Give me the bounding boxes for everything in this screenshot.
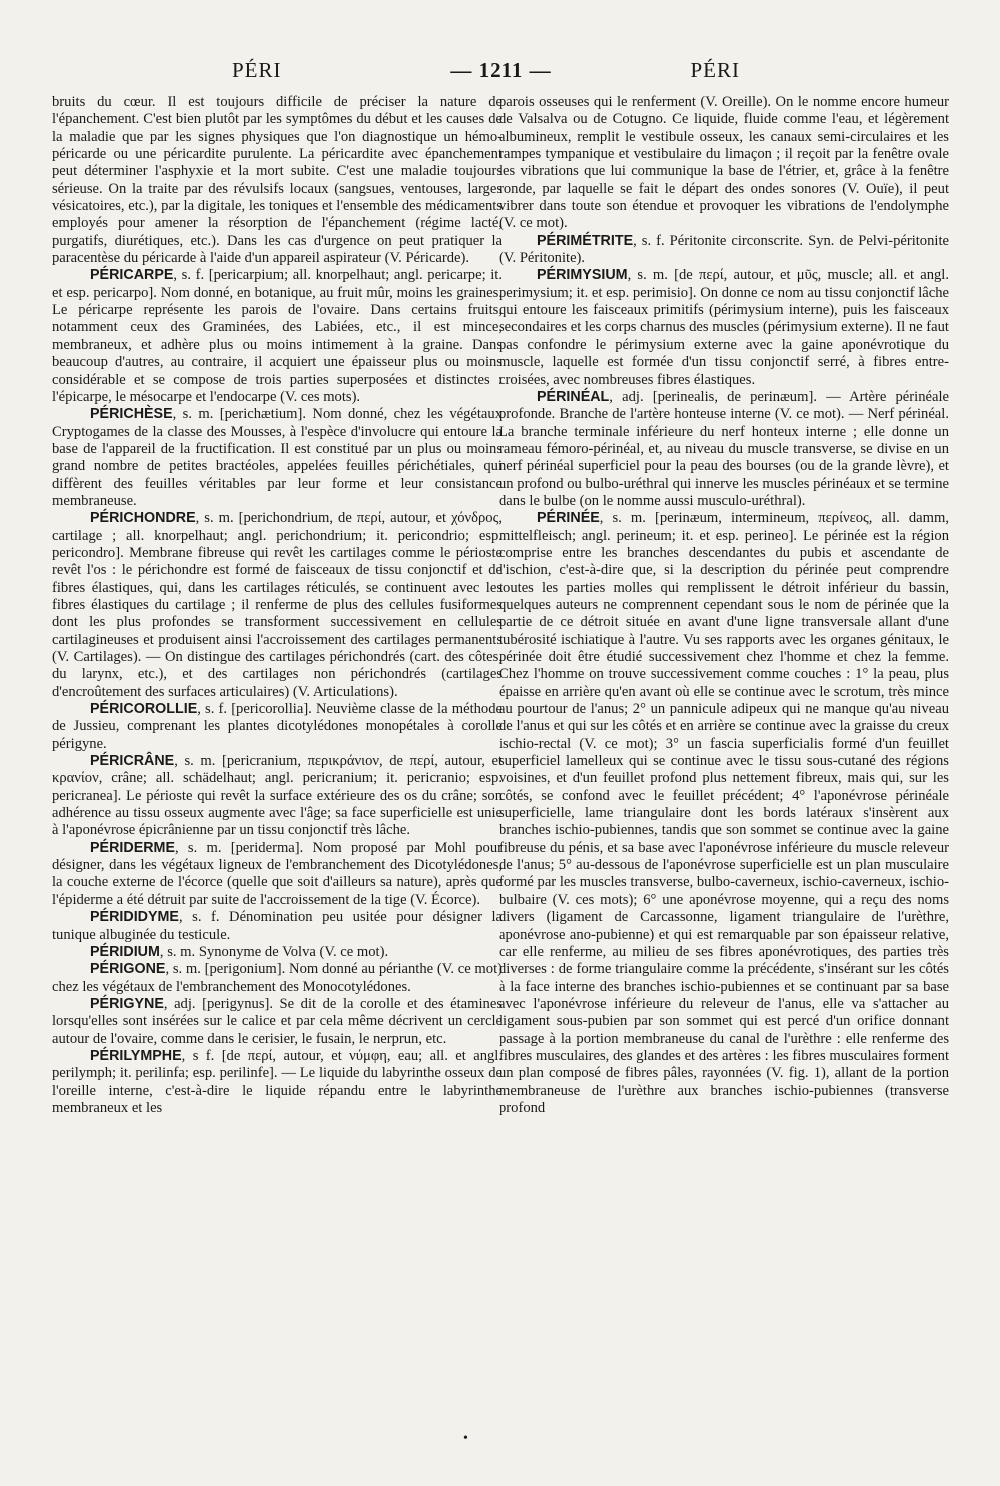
dictionary-entry (52, 510, 502, 701)
dictionary-entry (52, 753, 502, 840)
entry-headword: PÉRICARPE (90, 267, 174, 284)
entry-text: , s. m. [perigonium]. Nom donné au périanthe (V. ce mot) chez les végétaux de l'embranchement des Monocotylédones. (52, 961, 502, 995)
dictionary-entry (499, 267, 949, 388)
header-right-word: PÉRI (690, 58, 740, 82)
entry-text: , s. f. [pericorollia]. Neuvième classe de la méthode de Jussieu, comprenant les plantes dicotylédones monopétales à corolle périgyne. (52, 701, 502, 752)
dictionary-entry (52, 944, 502, 961)
entry-text: , s. m. [de περί, autour, et μῦς, muscle; all. et angl. perimysium; it. et esp. perimisio]. On donne ce nom au tissu conjonctif lâche qui entoure les faisceaux primitifs (périmysium interne), puis les faisceaux secondaires et les corps charnus des muscles (périmysium externe). Il ne faut pas confondre le périmysium externe avec la gaine aponévrotique du muscle, laquelle est formée d'un tissu conjonctif serré, à fibres entre-croisées, avec nombreuses fibres élastiques. (499, 267, 949, 388)
entry-text: , s. m. [perichætium]. Nom donné, chez les végétaux Cryptogames de la classe des Mousses, à l'espèce d'involucre qui entoure la base de l'appareil de la fructification. Il est constitué par un plus ou moins grand nombre de petites bractéoles, appelées feuilles périchétiales, qui diffèrent des feuilles véritables par leur forme et leur consistance membraneuse. (52, 406, 502, 509)
entry-text: , adj. [perigynus]. Se dit de la corolle et des étamines lorsqu'elles sont insérées sur le calice et par cela même décrivent un cercle autour de l'ovaire, comme dans le cerisier, le fusain, le nerprun, etc. (52, 995, 502, 1047)
dictionary-entry (52, 840, 502, 909)
entry-headword: PÉRICHÈSE (90, 406, 173, 423)
entry-text: , adj. [perinealis, de perinæum]. — Artère périnéale profonde. Branche de l'artère honteuse interne (V. ce mot). — Nerf périnéal. La branche terminale inférieure du nerf honteux interne ; elle donne un rameau fémoro-périnéal, et, au niveau du muscle transverse, se divise en un nerf périnéal superficiel pour la peau des bourses (ou de la grande lèvre), et un profond ou bulbo-uréthral qui innerve les muscles périnéaux et se termine dans le bulbe (on le nomme aussi musculo-uréthral). (499, 388, 949, 509)
entry-text: , s. m. [periderma]. Nom proposé par Mohl pour désigner, dans les végétaux ligneux de l'embranchement des Dicotylédones, la couche externe de l'écorce (quelle que soit d'ailleurs sa nature), après que l'épiderme a été détruit par suite de l'accroissement de la tige (V. Écorce). (52, 839, 502, 908)
entry-text: , s f. [de περί, autour, et νύμφη, eau; all. et angl. perilymph; it. perilinfa; esp. perilinfe]. — Le liquide du labyrinthe osseux de l'oreille interne, c'est-à-dire le liquide répandu entre le labyrinthe membraneux et les (52, 1047, 502, 1116)
print-speck: • (463, 1431, 468, 1446)
entry-headword: PÉRINÉE (537, 510, 600, 527)
entry-headword: PÉRICOROLLIE (90, 701, 198, 718)
entry-text: , s. f. [pericarpium; all. knorpelhaut; angl. pericarpe; it. et esp. pericarpo]. Nom donné, en botanique, au fruit mûr, moins les graines. Le péricarpe représente les parois de l'ovaire. Dans certains fruits, notamment ceux des Graminées, des Labiées, etc., il est mince, membraneux, et adhère plus ou moins intimement à la graine. Dans beaucoup d'autres, au contraire, il acquiert une épaisseur plus ou moins considérable et se compose de trois parties superposées et distinctes : l'épicarpe, le mésocarpe et l'endocarpe (V. ces mots). (52, 267, 502, 405)
entry-headword: PÉRICHONDRE (90, 510, 196, 527)
entry-headword: PÉRIDIUM (90, 943, 160, 960)
entry-text: , s. f. Péritonite circonscrite. Syn. de Pelvi-péritonite (V. Péritonite). (499, 232, 949, 267)
dictionary-entry (52, 267, 502, 406)
dictionary-entry (499, 233, 949, 268)
dictionary-entry (499, 510, 949, 1117)
entry-headword: PÉRILYMPHE (90, 1047, 182, 1064)
dictionary-entry (52, 996, 502, 1048)
entry-headword: PÉRICRÂNE (90, 753, 175, 770)
dictionary-entry (52, 961, 502, 996)
entry-headword: PÉRIMYSIUM (537, 267, 628, 284)
entry-text: , s. m. [pericranium, περικράνιον, de περί, autour, et κρανίον, crâne; all. schädelhaut; angl. pericranium; it. pericranio; esp. pericranea]. Le périoste qui revêt la surface extérieure des os du crâne; son adhérence au tissu osseux augmente avec l'âge; sa face superficielle est unie à l'aponévrose épicrânienne par un tissu conjonctif très lâche. (52, 753, 502, 839)
entry-text: , s. m. [perinæum, intermineum, περίνεος, all. damm, mittelfleisch; angl. perineum; it. et esp. perineo]. Le périnée est la région comprise entre les branches descendantes du pubis et ascendante de l'ischion, c'est-à-dire que, si la description du périnée peut comprendre toutes les parties molles qui remplissent le détroit inférieur du bassin, quelques auteurs ne comprennent cependant sous le nom de périnée que la partie de ce détroit située en avant d'une ligne transversale allant d'une tubérosité ischiatique à l'autre. Vu ses rapports avec les organes génitaux, le périnée doit être étudié successivement chez l'homme et chez la femme. Chez l'homme on trouve successivement comme couches : 1° la peau, plus épaisse en arrière qu'en avant où elle se continue avec le scrotum, très mince au pourtour de l'anus; 2° un pannicule adipeux qui ne manque qu'au niveau de l'anus et qui sur les côtés et en arrière se continue avec la graisse du creux ischio-rectal (V. ce mot); 3° un fascia superficialis formé d'un feuillet superficiel lamelleux qui se continue avec le tissu sous-cutané des régions voisines, et d'un feuillet profond plus nettement fibreux, mais qui, sur les côtés, se confond avec le feuillet précédent; 4° l'aponévrose périnéale superficielle, lame triangulaire dont les bords latéraux s'insèrent aux branches ischio-pubiennes, tandis que son sommet se continue avec la gaine fibreuse du pénis, et sa base avec l'aponévrose inférieure du muscle releveur de l'anus; 5° au-dessous de l'aponévrose superficielle est un plan musculaire formé par les muscles transverse, bulbo-caverneux, ischio-caverneux, ischio-bulbaire (V. ces mots); 6° une aponévrose moyenne, qui a reçu des noms divers (ligament de Carcassonne, ligament triangulaire de l'urèthre, aponévrose ano-pubienne) et qui est remarquable par son épaisseur relative, car elle renferme, au milieu de ses fibres aponévrotiques, des parties très diverses : de forme triangulaire comme la précédente, s'insérant sur les côtés à la face interne des branches ischio-pubiennes et se continuant par sa base avec l'aponévrose inférieure du releveur de l'anus, elle va s'attacher au ligament sous-pubien par son sommet qui est percé d'un orifice donnant passage à la portion membraneuse du canal de l'urèthre : elle renferme des fibres musculaires, des glandes et des artères : les fibres musculaires forment un plan composé de fibres pâles, rayonnées (V. fig. 1), allant de la portion membraneuse de l'urèthre aux branches ischio-pubiennes (transverse profond (499, 510, 949, 1116)
continued-text (499, 94, 949, 233)
entry-text: , s. m. Synonyme de Volva (V. ce mot). (159, 943, 389, 960)
entry-text: , s. f. Dénomination peu usitée pour désigner la tunique albuginée du testicule. (52, 909, 502, 943)
entry-text: bruits du cœur. Il est toujours difficile de préciser la nature de l'épanchement. C'est bien plutôt par les symptômes du début et les causes de la maladie que par les signes physiques que l'on diagnostique un hémo-péricarde ou une péricardite purulente. La péricardite avec épanchement peut déterminer l'asphyxie et la mort subite. C'est une maladie toujours sérieuse. On la traite par des révulsifs locaux (sangsues, ventouses, larges vésicatoires, etc.), par la digitale, les toniques et l'ensemble des médicaments employés pour amener la résorption de l'épanchement (régime lacté, purgatifs, diurétiques, etc.). Dans les cas d'urgence on peut pratiquer la paracentèse du péricarde à l'aide d'un appareil aspirateur (V. Péricarde). (52, 94, 502, 267)
dictionary-entry (52, 701, 502, 753)
entry-headword: PÉRIGONE (90, 961, 166, 978)
running-header (52, 58, 950, 88)
page-number: — 1211 — (450, 58, 552, 82)
dictionary-entry (52, 1048, 502, 1117)
left-column (52, 94, 502, 1117)
entry-headword: PÉRIGYNE (90, 995, 164, 1012)
entry-text: , s. m. [perichondrium, de περί, autour, et χόνδρος, cartilage ; all. knorpelhaut; angl. perichondrium; it. pericondrio; esp. pericondro]. Membrane fibreuse qui revêt les cartilages comme le périoste revêt l'os : le périchondre est formé de faisceaux de tissu conjonctif et de fibres élastiques, qui, dans les cartilages réticulés, se continuent avec les fibres élastiques du cartilage ; il renferme de plus des cellules fusiformes dont les plus profondes se transforment successivement en cellules cartilagineuses et produisent ainsi l'accroissement des cartilages permanents (V. Cartilages). — On distingue des cartilages périchondrés (cart. des côtes, du larynx, etc.), et des cartilages non périchondrés (cartilages d'encroûtement des surfaces articulaires) (V. Articulations). (52, 510, 502, 700)
header-left-word: PÉRI (232, 58, 282, 82)
entry-headword: PÉRIDIDYME (90, 909, 179, 926)
dictionary-entry (499, 389, 949, 510)
dictionary-entry (52, 909, 502, 944)
entry-headword: PÉRIDERME (90, 839, 175, 856)
entry-text: parois osseuses qui le renferment (V. Oreille). On le nomme encore humeur de Valsalva ou de Cotugno. Ce liquide, fluide comme l'eau, et légèrement albumineux, remplit le vestibule osseux, les canaux semi-circulaires et les rampes tympanique et vestibulaire du limaçon ; il reçoit par la fenêtre ovale les vibrations que lui communique la base de l'étrier, et, grâce à la fenêtre ronde, par laquelle se fait le départ des ondes sonores (V. Ouïe), il peut vibrer dans toute son étendue et provoquer les vibrations de l'endolymphe (V. ce mot). (499, 94, 949, 232)
entry-headword: PÉRINÉAL (537, 388, 610, 405)
continued-text (52, 94, 502, 267)
entry-headword: PÉRIMÉTRITE (537, 232, 634, 249)
right-column (499, 94, 949, 1117)
dictionary-entry (52, 406, 502, 510)
